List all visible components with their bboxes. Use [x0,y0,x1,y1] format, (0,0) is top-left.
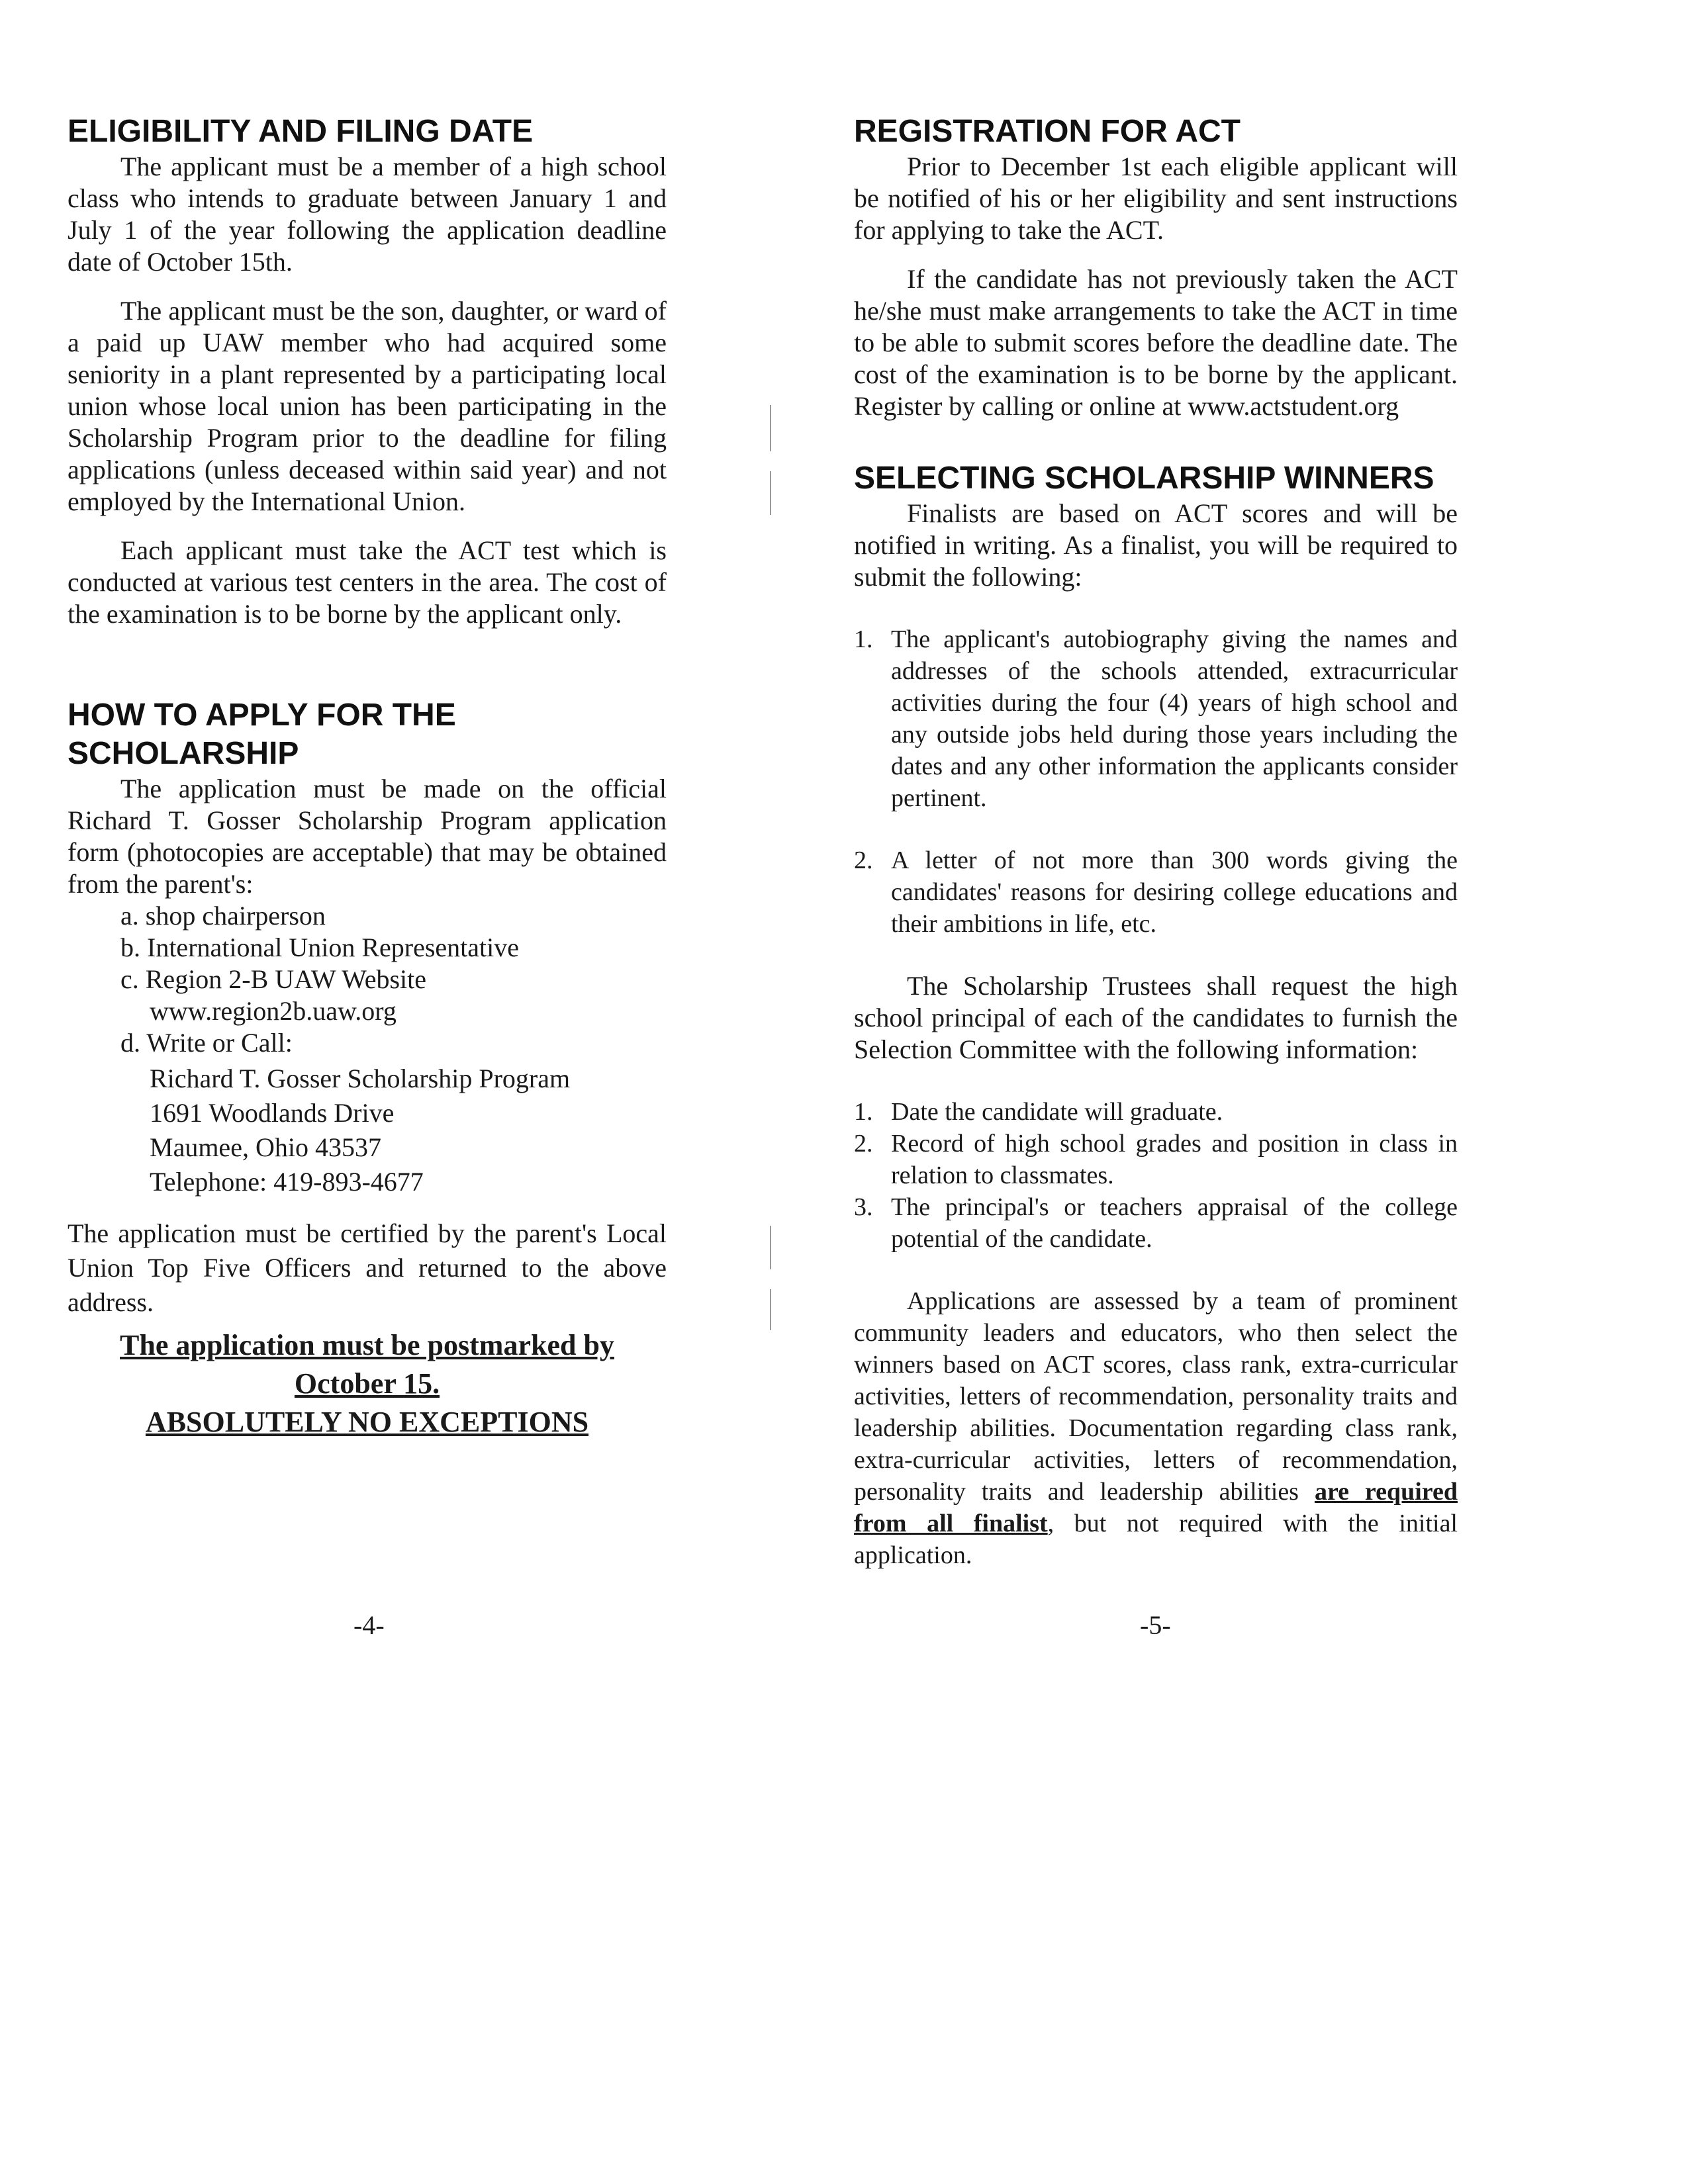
info-text-1: Date the candidate will graduate. [891,1098,1223,1126]
address-line-3: Maumee, Ohio 43537 [150,1132,381,1162]
info-number-1: 1. [854,1098,873,1126]
info-item-3 [854,1191,1458,1255]
eligibility-paragraph-1: The applicant must be a member of a high school class who intends to graduate between January 1 and July 1 of the year following the application deadline date of October 15th. [68,152,667,277]
assessment-paragraph [854,1285,1458,1571]
info-item-2 [854,1128,1458,1191]
requirement-item-2 [854,844,1458,940]
source-item-a: a. shop chairperson [120,901,326,931]
trustees-paragraph: The Scholarship Trustees shall request the high school principal of each of the candidates to furnish the Selection Committee with the following information: [854,971,1458,1064]
apply-paragraph-1: The application must be made on the official Richard T. Gosser Scholarship Program application form (photocopies are acceptable) that may be obtained from the parent's: [68,774,667,899]
selecting-heading: SELECTING SCHOLARSHIP WINNERS [854,461,1434,496]
deadline-notice-line-1: The application must be postmarked by [120,1329,614,1361]
address-line-2: 1691 Woodlands Drive [150,1098,395,1128]
apply-heading-line-1: HOW TO APPLY FOR THE [68,698,456,733]
info-item-1 [854,1096,1458,1128]
assessment-text-a: Applications are assessed by a team of prominent community leaders and educators, who then select the winners based on ACT scores, class rank, extra-curricular activities, letters of recommendation, personality traits and leadership abilities. Documentation regarding class rank, extra-curricular activities, letters of recommendation, personality traits and leadership abilities [854,1287,1458,1506]
requirement-number-1: 1. [854,625,873,653]
scan-mark [770,471,771,515]
left-page [68,113,667,1441]
selecting-paragraph-1: Finalists are based on ACT scores and will be notified in writing. As a finalist, you will be required to submit the following: [854,498,1458,592]
page-number-right: -5- [1140,1610,1171,1640]
registration-heading: REGISTRATION FOR ACT [854,114,1241,149]
eligibility-paragraph-2: The applicant must be the son, daughter, or ward of a paid up UAW member who had acquired some seniority in a plant represented by a participating local union whose local union has been participating in the Scholarship Program prior to the deadline for filing applications (unless deceased within said year) and not employed by the International Union. [68,296,667,516]
apply-heading-line-2: SCHOLARSHIP [68,736,299,771]
deadline-notice-line-2: October 15. [294,1367,440,1400]
deadline-notice-line-3: ABSOLUTELY NO EXCEPTIONS [145,1406,589,1438]
requirement-item-1 [854,623,1458,814]
requirement-text-2: A letter of not more than 300 words giving the candidates' reasons for desiring college educations and their ambitions in life, etc. [891,846,1458,938]
address-line-1: Richard T. Gosser Scholarship Program [150,1064,571,1093]
assessment-text-b: , but not required with the initial application. [854,1510,1458,1569]
source-item-b: b. International Union Representative [120,933,520,962]
info-text-3: The principal's or teachers appraisal of the college potential of the candidate. [891,1193,1458,1253]
info-number-3: 3. [854,1193,873,1221]
mailing-address [68,1062,667,1199]
info-number-2: 2. [854,1130,873,1158]
region-website-url: www.region2b.uaw.org [150,996,397,1026]
eligibility-paragraph-3: Each applicant must take the ACT test which is conducted at various test centers in the area. The cost of the examination is to be borne by the applicant only. [68,535,667,629]
scan-mark [770,1226,771,1269]
registration-paragraph-1: Prior to December 1st each eligible applicant will be notified of his or her eligibility and sent instructions for applying to take the ACT. [854,152,1458,245]
apply-paragraph-2: The application must be certified by the parent's Local Union Top Five Officers and returned to the above address. [68,1218,667,1317]
scan-mark [770,1289,771,1330]
requirement-number-2: 2. [854,846,873,874]
info-text-2: Record of high school grades and position in class in relation to classmates. [891,1130,1458,1189]
address-telephone: Telephone: 419-893-4677 [150,1167,424,1197]
source-item-c: c. Region 2-B UAW Website [120,964,427,994]
requirement-text-1: The applicant's autobiography giving the names and addresses of the schools attended, extracurricular activities during the four (4) years of high school and any outside jobs held during those years including the dates and any other information the applicants consider pertinent. [891,625,1458,812]
deadline-notice [68,1326,667,1441]
source-item-d: d. Write or Call: [120,1028,293,1058]
page-number-left: -4- [353,1610,385,1640]
right-page [854,113,1458,1571]
finalist-requirement-emphasis: are required from all finalist [854,1478,1458,1537]
source-list [68,900,667,1059]
registration-paragraph-2: If the candidate has not previously taken the ACT he/she must make arrangements to take the ACT in time to be able to submit scores before the deadline date. The cost of the examination is to be borne by the applicant. Register by calling or online at www.actstudent.org [854,264,1458,421]
scan-mark [770,405,771,451]
eligibility-heading: ELIGIBILITY AND FILING DATE [68,114,534,149]
